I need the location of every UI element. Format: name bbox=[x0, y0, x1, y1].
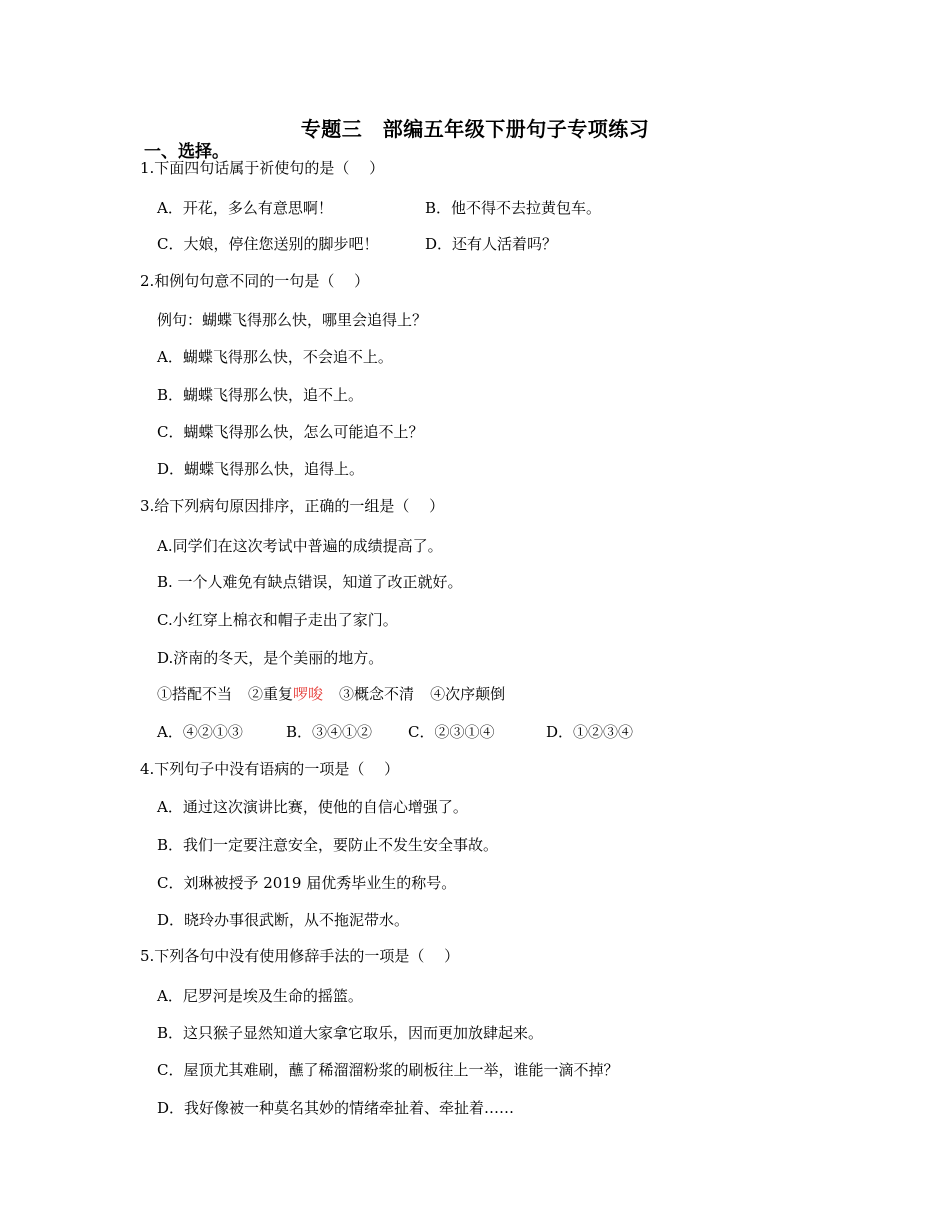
question-2-option-d: D．蝴蝶飞得那么快，追得上。 bbox=[157, 460, 365, 478]
question-5-stem: 5.下列各句中没有使用修辞手法的一项是（ ） bbox=[140, 947, 460, 965]
page-title: 专题三 部编五年级下册句子专项练习 bbox=[300, 117, 650, 141]
question-5-option-c: C．屋顶尤其难刷，蘸了稀溜溜粉浆的刷板往上一举，谁能一滴不掉？ bbox=[157, 1061, 619, 1079]
section-heading: 一、选择。 bbox=[144, 142, 229, 162]
question-5-option-b: B．这只猴子显然知道大家拿它取乐，因而更加放肆起来。 bbox=[157, 1024, 544, 1042]
question-4-option-d: D．晓玲办事很武断，从不拖泥带水。 bbox=[157, 911, 410, 929]
question-4-option-a: A．通过这次演讲比赛，使他的自信心增强了。 bbox=[157, 798, 468, 816]
question-3-sentence-a: A.同学们在这次考试中普遍的成绩提高了。 bbox=[157, 537, 443, 555]
question-5-option-d: D．我好像被一种莫名其妙的情绪牵扯着、牵扯着…… bbox=[157, 1099, 515, 1117]
question-2-example: 例句：蝴蝶飞得那么快，哪里会追得上？ bbox=[157, 311, 428, 329]
reason-2-prefix: ②重复 bbox=[248, 685, 294, 703]
question-2-option-a: A．蝴蝶飞得那么快，不会追不上。 bbox=[157, 348, 393, 366]
question-3-option-a: A．④②①③ bbox=[157, 723, 243, 741]
question-3-sentence-b: B. 一个人难免有缺点错误，知道了改正就好。 bbox=[157, 573, 463, 591]
question-1-stem: 1.下面四句话属于祈使句的是（ ） bbox=[140, 159, 385, 177]
question-5-option-a: A．尼罗河是埃及生命的摇篮。 bbox=[157, 987, 363, 1005]
question-3-option-d: D．①②③④ bbox=[546, 723, 634, 741]
question-3-reasons bbox=[157, 684, 505, 704]
reason-3: ③概念不清 bbox=[339, 685, 415, 703]
question-4-stem: 4.下列句子中没有语病的一项是（ ） bbox=[140, 760, 400, 778]
question-1-option-b: B．他不得不去拉黄包车。 bbox=[425, 199, 602, 217]
question-1-option-d: D．还有人活着吗？ bbox=[425, 235, 558, 253]
question-1-option-c: C．大娘，停住您送别的脚步吧！ bbox=[157, 235, 379, 253]
question-2-option-c: C．蝴蝶飞得那么快，怎么可能追不上？ bbox=[157, 423, 424, 441]
question-3-option-b: B．③④①② bbox=[286, 723, 373, 741]
question-3-sentence-c: C.小红穿上棉衣和帽子走出了家门。 bbox=[157, 611, 398, 629]
question-3-sentence-d: D.济南的冬天，是个美丽的地方。 bbox=[157, 649, 384, 667]
reason-2-highlight: 啰唆 bbox=[293, 685, 324, 703]
question-3-option-c: C．②③①④ bbox=[408, 723, 495, 741]
question-2-stem: 2.和例句句意不同的一句是（ ） bbox=[140, 272, 370, 290]
question-4-option-c: C．刘琳被授予 2019 届优秀毕业生的称号。 bbox=[157, 874, 457, 892]
reason-1: ①搭配不当 bbox=[157, 685, 233, 703]
question-3-stem: 3.给下列病句原因排序，正确的一组是（ ） bbox=[140, 497, 445, 515]
question-2-option-b: B．蝴蝶飞得那么快，追不上。 bbox=[157, 386, 364, 404]
reason-4: ④次序颠倒 bbox=[430, 685, 506, 703]
question-4-option-b: B．我们一定要注意安全，要防止不发生安全事故。 bbox=[157, 836, 499, 854]
question-1-option-a: A．开花，多么有意思啊！ bbox=[157, 199, 333, 217]
